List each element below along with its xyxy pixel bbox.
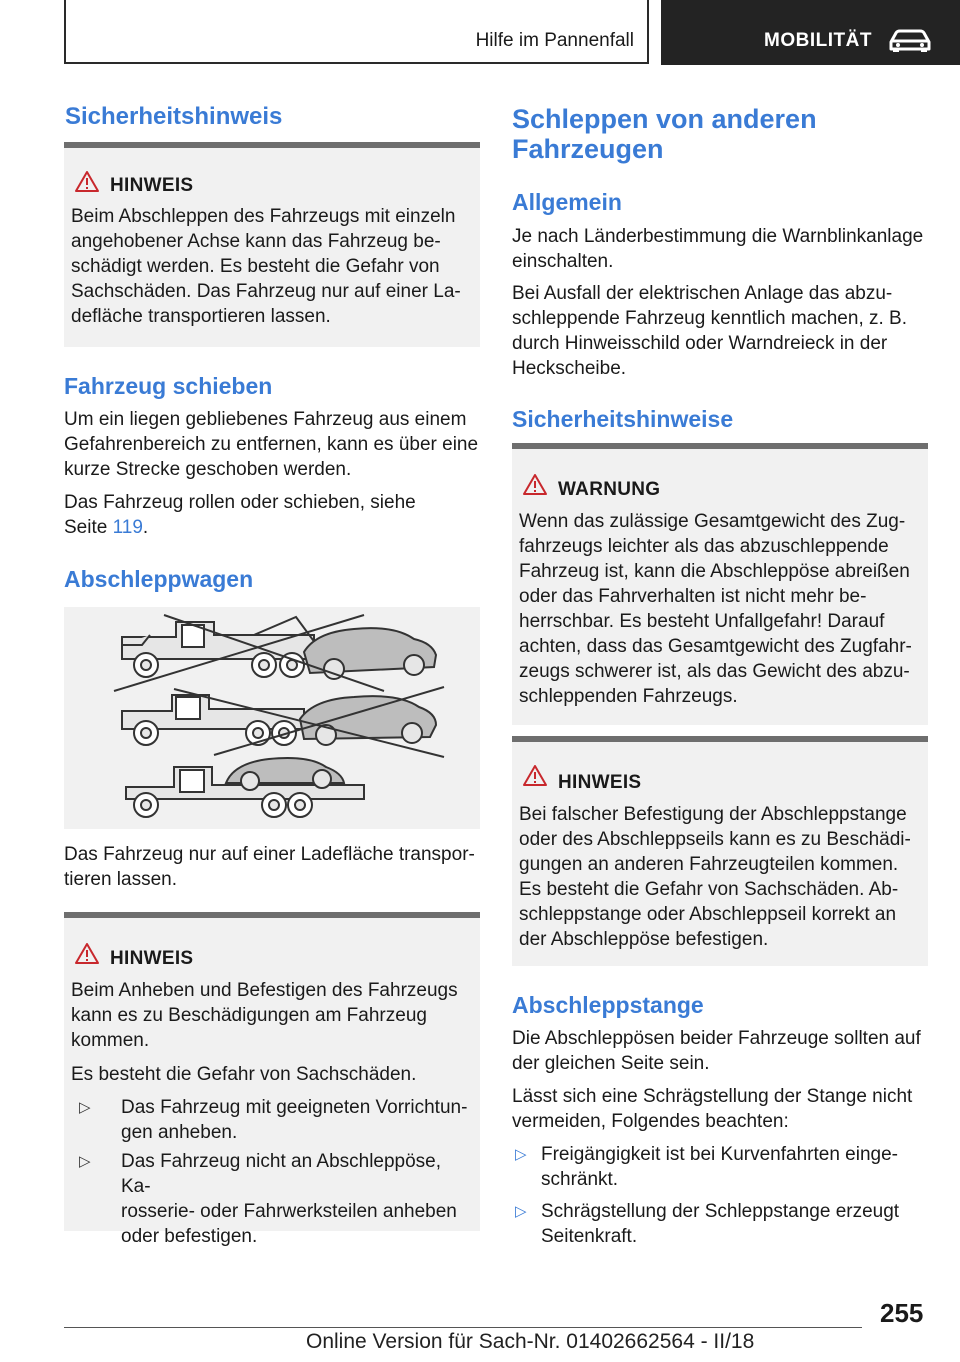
warning-triangle-icon <box>522 473 548 496</box>
tow-bar-paragraph-1 <box>512 1026 921 1076</box>
note-box-2 <box>64 912 480 1247</box>
note-line: kann es zu Beschädigungen am Fahrzeug <box>71 1005 427 1026</box>
warning-triangle-icon <box>522 764 548 787</box>
text-line: Schrägstellung der Schleppstange erzeugt <box>541 1201 900 1222</box>
triangle-bullet-icon: ▷ <box>79 1099 91 1116</box>
text-line: Das Fahrzeug mit geeigneten Vorrichtun- <box>121 1097 468 1118</box>
text-line: vermeiden, Folgendes beachten: <box>512 1111 789 1132</box>
text-line: Das Fahrzeug nur auf einer Ladefläche transpor- <box>64 844 475 865</box>
text-span: Seite <box>64 517 113 538</box>
push-heading: Fahrzeug schieben <box>64 373 273 399</box>
warning-title: WARNUNG <box>558 479 661 500</box>
tow-bar-heading: Abschleppstange <box>512 992 704 1018</box>
note-line: kommen. <box>71 1030 150 1051</box>
tow-truck-illustration <box>64 607 480 829</box>
note-title: HINWEIS <box>558 772 642 793</box>
text-line: Seitenkraft. <box>541 1226 638 1247</box>
general-paragraph-2 <box>512 281 907 381</box>
title-line: Fahrzeugen <box>512 134 664 164</box>
footer-divider <box>64 1327 862 1328</box>
note-line: Beim Anheben und Befestigen des Fahrzeugs <box>71 980 458 1001</box>
text-line: Um ein liegen gebliebenes Fahrzeug aus einem <box>64 409 467 430</box>
warning-line: zeugs schwerer ist, als das Gewicht des abzu- <box>519 661 910 682</box>
triangle-bullet-icon: ▷ <box>515 1203 527 1220</box>
tow-bar-paragraph-2 <box>512 1084 912 1134</box>
car-icon <box>887 28 933 52</box>
note-title: HINWEIS <box>110 175 194 196</box>
push-paragraph-2 <box>64 490 416 540</box>
triangle-bullet-icon: ▷ <box>515 1146 527 1163</box>
footer-online-version: Online Version für Sach-Nr. 01402662564 - II/18 <box>306 1330 755 1353</box>
text-line: gen anheben. <box>121 1122 238 1143</box>
note-line: angehobener Achse kann das Fahrzeug be- <box>71 231 441 252</box>
warning-box <box>512 443 928 725</box>
text-line: rosserie- oder Fahrwerksteilen anheben <box>121 1201 457 1222</box>
warning-line: schleppenden Fahrzeugs. <box>519 686 738 707</box>
note-line: oder des Abschleppseils kann es zu Beschädi- <box>519 829 911 850</box>
note-line: Bei falscher Befestigung der Abschleppstange <box>519 804 907 825</box>
text-line: kurze Strecke geschoben werden. <box>64 459 352 480</box>
note-box-1 <box>64 142 480 347</box>
note-line: Es besteht die Gefahr von Sachschäden. <box>71 1064 417 1085</box>
text-line: schleppende Fahrzeug kenntlich machen, z. B. <box>512 308 908 329</box>
safety-notes-heading: Sicherheitshinweise <box>512 406 734 432</box>
warning-line: achten, dass das Gesamtgewicht des Zugfahr- <box>519 636 912 657</box>
illustration-caption <box>64 842 475 892</box>
warning-line: herrschbar. Es besteht Unfallgefahr! Darauf <box>519 611 885 632</box>
warning-line: oder das Fahrverhalten ist nicht mehr be- <box>519 586 867 607</box>
general-heading: Allgemein <box>512 189 622 215</box>
text-line: oder befestigen. <box>121 1226 258 1247</box>
header-chapter-tab <box>661 0 960 65</box>
text-line: schränkt. <box>541 1169 619 1190</box>
note-line: der Abschleppöse befestigen. <box>519 929 769 950</box>
page-number: 255 <box>880 1298 924 1328</box>
text-line: tieren lassen. <box>64 869 178 890</box>
warning-triangle-icon <box>74 170 100 193</box>
note-title: HINWEIS <box>110 948 194 969</box>
tow-truck-heading: Abschleppwagen <box>64 566 254 592</box>
text-line: Heckscheibe. <box>512 358 627 379</box>
header-section-title: Hilfe im Pannenfall <box>475 30 634 51</box>
text-line: Lässt sich eine Schrägstellung der Stange nicht <box>512 1086 913 1107</box>
note-line: schleppstange oder Abschleppseil korrekt an <box>519 904 897 925</box>
text-line: Gefahrenbereich zu entfernen, kann es über eine <box>64 434 479 455</box>
note-box-3 <box>512 736 928 966</box>
note-line: Es besteht die Gefahr von Sachschäden. Ab- <box>519 879 899 900</box>
page-reference-link[interactable]: 119 <box>112 517 143 538</box>
tow-truck-drawing <box>64 607 480 829</box>
safety-heading: Sicherheitshinweis <box>65 103 283 130</box>
text-line: Die Abschleppösen beider Fahrzeuge sollten auf <box>512 1028 921 1049</box>
text-span: . <box>142 517 149 538</box>
text-line: einschalten. <box>512 251 614 272</box>
text-line: Das Fahrzeug rollen oder schieben, siehe <box>64 492 416 513</box>
warning-line: Wenn das zulässige Gesamtgewicht des Zug- <box>519 511 906 532</box>
warning-triangle-icon <box>74 942 100 965</box>
warning-line: Fahrzeug ist, kann die Abschleppöse abreißen <box>519 561 910 582</box>
page-title <box>512 104 817 164</box>
text-line: durch Hinweisschild oder Warndreieck in der <box>512 333 888 354</box>
header-chapter-label: MOBILITÄT <box>764 30 872 51</box>
note-line: schädigt werden. Es besteht die Gefahr von <box>71 256 440 277</box>
text-line: der gleichen Seite sein. <box>512 1053 710 1074</box>
push-paragraph-1 <box>64 407 478 482</box>
text-line: Das Fahrzeug nicht an Abschleppöse, Ka- <box>121 1151 442 1197</box>
title-line: Schleppen von anderen <box>512 104 817 134</box>
note-line: Sachschäden. Das Fahrzeug nur auf einer La- <box>71 281 461 302</box>
text-line: Freigängigkeit ist bei Kurvenfahrten einge- <box>541 1144 898 1165</box>
triangle-bullet-icon: ▷ <box>79 1153 91 1170</box>
note-line: Beim Abschleppen des Fahrzeugs mit einzeln <box>71 206 456 227</box>
note-line: defläche transportieren lassen. <box>71 306 331 327</box>
general-paragraph-1 <box>512 224 923 274</box>
note-line: gungen an anderen Fahrzeugteilen kommen. <box>519 854 899 875</box>
text-line: Bei Ausfall der elektrischen Anlage das abzu- <box>512 283 893 304</box>
warning-line: fahrzeugs leichter als das abzuschleppende <box>519 536 889 557</box>
text-line: Je nach Länderbestimmung die Warnblinkanlage <box>512 226 924 247</box>
